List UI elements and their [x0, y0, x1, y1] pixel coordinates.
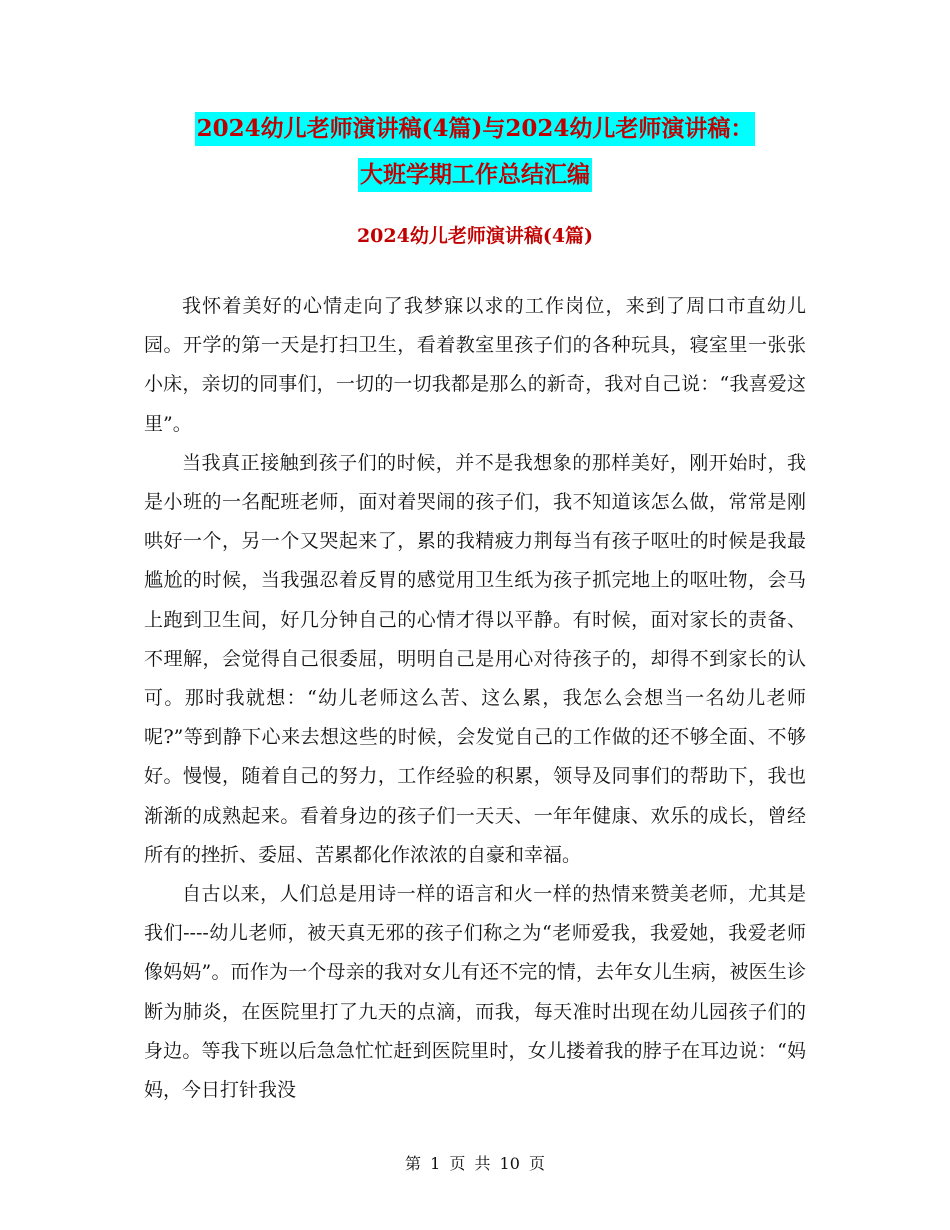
paragraph-2: 当我真正接触到孩子们的时候，并不是我想象的那样美好，刚开始时，我是小班的一名配班老师，面对着哭闹的孩子们，我不知道该怎么做，常常是刚哄好一个，另一个又哭起来了，累的我精疲力荆每当有孩子呕吐的时候是我最尴尬的时候，当我强忍着反胃的感觉用卫生纸为孩子抓完地上的呕吐物，会马上跑到卫生间，好几分钟自己的心情才得以平静。有时候，面对家长的责备、不理解，会觉得自己很委屈，明明自己是用心对待孩子的，却得不到家长的认可。那时我就想：“幼儿老师这么苦、这么累，我怎么会想当一名幼儿老师呢?”等到静下心来去想这些的时候，会发觉自己的工作做的还不够全面、不够好。慢慢，随着自己的努力，工作经验的积累，领导及同事们的帮助下，我也渐渐的成熟起来。看着身边的孩子们一天天、一年年健康、欢乐的成长，曾经所有的挫折、委屈、苦累都化作浓浓的自豪和幸福。 — [144, 451, 806, 866]
body-text — [144, 287, 806, 1110]
paragraph-1: 我怀着美好的心情走向了我梦寐以求的工作岗位，来到了周口市直幼儿园。开学的第一天是打扫卫生，看着教室里孩子们的各种玩具，寝室里一张张小床，亲切的同事们，一切的一切我都是那么的新奇，我对自己说：“我喜爱这里”。 — [144, 295, 806, 435]
document-title-line-2: 大班学期工作总结汇编 — [358, 158, 592, 192]
document-title-line-1: 2024幼儿老师演讲稿(4篇)与2024幼儿老师演讲稿： — [195, 112, 756, 146]
section-subtitle: 2024幼儿老师演讲稿(4篇) — [356, 225, 594, 247]
title-block — [0, 112, 950, 204]
page-footer: 第 1 页 共 10 页 — [405, 1154, 545, 1173]
paragraph-3: 自古以来，人们总是用诗一样的语言和火一样的热情来赞美老师，尤其是我们----幼儿老师，被天真无邪的孩子们称之为“老师爱我，我爱她，我爱老师像妈妈”。而作为一个母亲的我对女儿有还不完的情，去年女儿生病，被医生诊断为肺炎，在医院里打了九天的点滴，而我，每天准时出现在幼儿园孩子们的身边。等我下班以后急急忙忙赶到医院里时，女儿搂着我的脖子在耳边说：“妈妈，今日打针我没 — [144, 883, 806, 1102]
